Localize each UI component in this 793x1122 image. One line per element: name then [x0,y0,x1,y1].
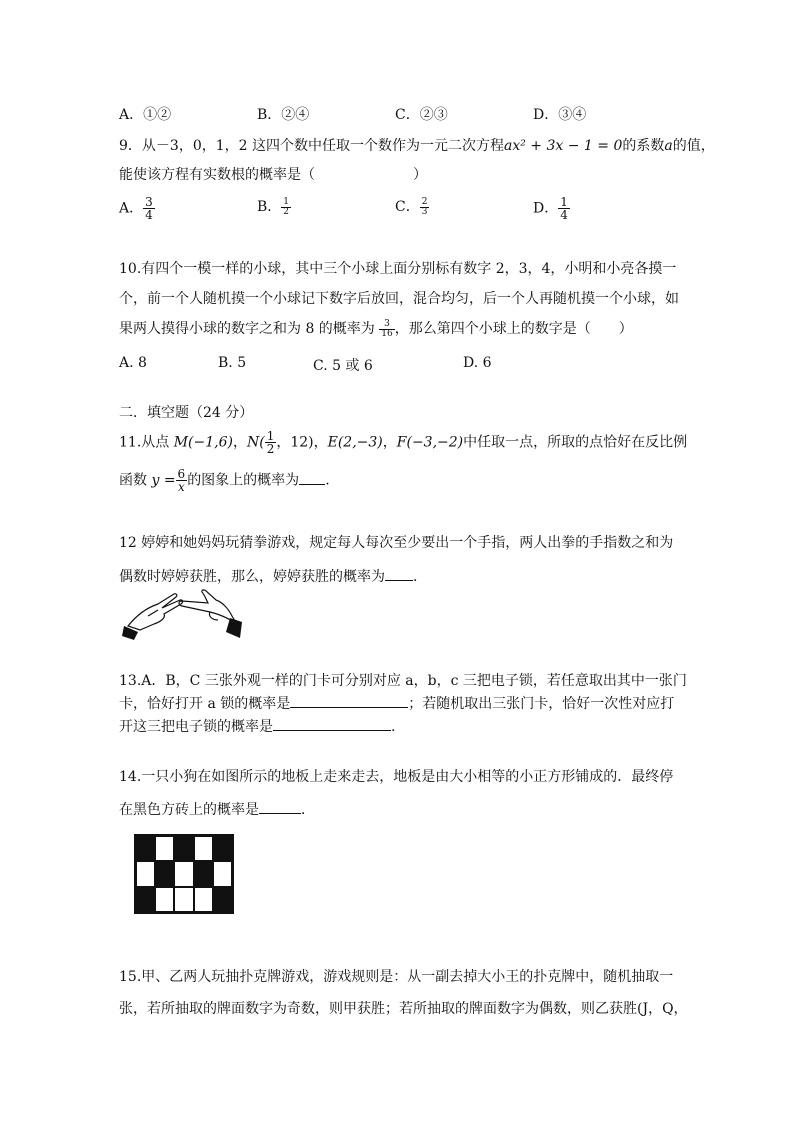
q11-function: y = [151,472,176,489]
q11-end: . [325,472,330,489]
q9-option-d [533,196,570,221]
q9-option-b [257,196,291,217]
frac-num: 1 [283,196,290,207]
right-cuff [226,618,242,638]
q9-option-a-frac [143,196,155,221]
q10-line1: 10.有四个一模一样的小球，其中三个小球上面分别标有数字 2，3，4，小明和小亮各摸一 [119,261,677,277]
section-heading: 二．填空题（24 分） [119,405,254,421]
answer-blank[interactable] [299,472,325,485]
q15-line1: 15.甲、乙两人玩抽扑克牌游戏，游戏规则是：从一副去掉大小王的扑克牌中，随机抽取一 [119,969,674,985]
white-tile [194,887,213,912]
q13-text: 卡，恰好打开 a 锁的概率是 [119,696,291,712]
q11-point-f: F(−3,−2) [396,434,464,451]
q9-option-a-label: A． [119,200,144,217]
q9-text3: 的值， [672,138,715,154]
q8-option-c: C．②③ [395,107,448,123]
q11-text2: 中任取一点，所取的点恰好在反比例 [463,434,688,451]
q9-line2: 能使该方程有实数根的概率是（ ） [119,167,427,183]
q11-point-n-end: ，12) [276,434,314,451]
frac-num: 6 [177,467,186,481]
answer-blank[interactable] [290,695,408,708]
q13-text2: ；若随机取出三张门卡，恰好一次性对应打 [408,696,675,712]
q10-line2: 个，前一个人随机摸一个小球记下数字后放回，混合均匀，后一个人再随机摸一个小球，如 [119,291,679,307]
q11-text4: 的图象上的概率为 [187,472,300,489]
q9-option-c [395,196,429,217]
q14-end: ． [301,802,315,818]
q8-option-b: B．②④ [257,107,310,123]
black-tile [136,887,155,912]
q11-line1 [119,430,687,455]
q11-point-n: N( [246,434,265,451]
q13-line1: 13.A．B，C 三张外观一样的门卡可分别对应 a，b，c 三把电子锁，若任意取出其中一张门 [119,673,687,689]
q9-option-c-frac [420,198,430,217]
q13-text3: 开这三把电子锁的概率是 [119,719,273,735]
answer-blank[interactable] [385,568,413,581]
q12-line2 [119,566,417,586]
q8-option-d: D．③④ [533,107,587,123]
frac-den: x [177,480,185,494]
q9-text2: 的系数 [622,138,665,154]
q10-fraction [379,320,394,339]
q11-point-e: E(2,−3) [327,434,383,451]
black-tile [136,836,155,861]
frac-num: 3 [145,195,153,209]
q10-option-c: C. 5 或 6 [313,358,373,374]
q9-option-d-label: D． [533,200,559,217]
q11-sep: ， [232,434,247,451]
q9-text: 9．从－3，0，1，2 这四个数中任取一个数作为一元二次方程 [119,138,504,154]
frac-den: 3 [421,206,428,217]
frac-num: 2 [421,196,428,207]
black-tile [155,861,174,886]
white-tile [213,861,232,886]
frac-den: 2 [283,206,290,217]
q13-line2 [119,693,674,713]
frac-den: 4 [145,208,153,222]
right-hand-icon [179,590,238,626]
q9-option-d-frac [558,196,570,221]
q12-text: 偶数时婷婷获胜，那么，婷婷获胜的概率为 [119,569,385,585]
q9-line1 [119,135,715,155]
q9-var-a: a [664,138,673,154]
q15-line2: 张，若所抽取的牌面数字为奇数，则甲获胜；若所抽取的牌面数字为偶数，则乙获胜(J，Q， [119,1001,688,1017]
q9-option-b-frac [281,198,291,217]
q11-line2 [119,468,330,493]
q11-point-n-frac [265,430,277,455]
q9-option-b-label: B． [257,199,282,215]
q11-sep: ， [313,434,328,451]
frac-den: 16 [381,328,393,339]
frac-den: 4 [560,208,568,222]
frac-num: 3 [379,320,394,330]
q11-sep: ， [382,434,397,451]
q10-text2: ，那么第四个小球上的数字是（ ） [394,321,633,337]
q10-option-d: D. 6 [463,355,492,371]
frac-den: 2 [266,442,275,456]
q10-text: 果两人摸得小球的数字之和为 8 的概率为 [119,321,375,337]
q11-function-frac [176,468,188,493]
answer-blank[interactable] [273,718,391,731]
q13-line3 [119,716,395,736]
q14-line2 [119,799,315,819]
white-tile [136,861,155,886]
white-tile [194,836,213,861]
black-tile [174,836,193,861]
q10-option-b: B. 5 [218,355,247,371]
black-tile [213,887,232,912]
q10-option-a: A. 8 [119,355,147,371]
hands-illustration [118,586,248,642]
q9-equation: ax² + 3x − 1 = 0 [504,138,623,154]
black-tile [213,836,232,861]
white-tile [155,836,174,861]
floor-tile-grid [134,834,234,914]
q14-text: 在黑色方砖上的概率是 [119,802,259,818]
q13-end: . [391,719,396,735]
answer-blank[interactable] [259,801,301,814]
white-tile [155,887,174,912]
white-tile [174,861,193,886]
q8-option-a: A．①② [119,107,172,123]
q9-option-c-label: C． [395,199,420,215]
frac-num: 1 [266,429,275,443]
q12-line1: 12 婷婷和她妈妈玩猜拳游戏，规定每人每次至少要出一个手指，两人出拳的手指数之和为 [119,535,674,551]
black-tile [194,861,213,886]
left-hand-icon [128,594,183,630]
q11-point-m: M(−1,6) [173,434,233,451]
white-tile [174,887,193,912]
q14-line1: 14.一只小狗在如图所示的地板上走来走去，地板是由大小相等的小正方形铺成的．最终停 [119,769,674,785]
q12-end: . [413,569,418,585]
q11-text: 11.从点 [119,434,170,451]
frac-num: 1 [560,195,568,209]
q10-line3 [119,318,633,339]
q11-text3: 函数 [119,472,147,489]
q9-option-a [119,196,155,221]
